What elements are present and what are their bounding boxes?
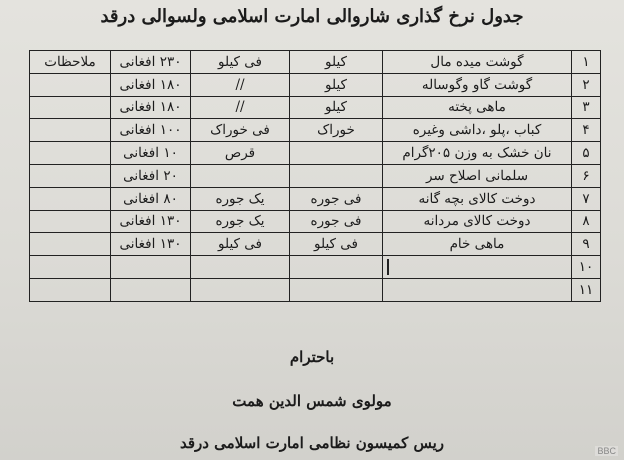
item-name: گوشت گاو وگوساله <box>383 73 572 96</box>
table-row <box>30 51 601 74</box>
price-cell: ۲۳۰ افغانی <box>111 51 191 74</box>
unit-cell: فی جوره <box>290 210 383 233</box>
unit-cell <box>290 278 383 301</box>
text-cursor <box>387 259 389 275</box>
signer-title: ریس کمیسون نظامی امارت اسلامی درقد <box>179 434 445 452</box>
per-unit-cell: فی خوراک <box>191 119 290 142</box>
unit-cell <box>290 256 383 279</box>
row-number: ۵ <box>572 142 601 165</box>
document-title: جدول نرخ گذاری شاروالی امارت اسلامی ولسوالی درقد <box>100 6 524 27</box>
row-number: ۹ <box>572 233 601 256</box>
unit-cell: فی کیلو <box>290 233 383 256</box>
price-cell: ۸۰ افغانی <box>111 187 191 210</box>
row-number: ۱۰ <box>572 256 601 279</box>
table-row <box>30 210 601 233</box>
table-row <box>30 164 601 187</box>
unit-cell: خوراک <box>290 119 383 142</box>
notes-cell <box>30 187 111 210</box>
price-cell: ۱۳۰ افغانی <box>111 210 191 233</box>
table-row <box>30 73 601 96</box>
per-unit-cell: یک جوره <box>191 187 290 210</box>
item-name: ماهی خام <box>383 233 572 256</box>
notes-cell <box>30 119 111 142</box>
price-cell <box>111 256 191 279</box>
unit-cell <box>290 142 383 165</box>
notes-cell <box>30 233 111 256</box>
notes-cell <box>30 210 111 233</box>
table-row <box>30 233 601 256</box>
row-number: ۱۱ <box>572 278 601 301</box>
notes-cell <box>30 96 111 119</box>
unit-cell <box>290 164 383 187</box>
row-number: ۶ <box>572 164 601 187</box>
unit-cell: فی جوره <box>290 187 383 210</box>
table-row <box>30 256 601 279</box>
price-cell: ۱۰۰ افغانی <box>111 119 191 142</box>
per-unit-cell: // <box>191 96 290 119</box>
closing-text: باحترام <box>289 348 335 366</box>
price-cell: ۱۳۰ افغانی <box>111 233 191 256</box>
row-number: ۲ <box>572 73 601 96</box>
notes-cell <box>30 142 111 165</box>
table-row <box>30 278 601 301</box>
item-name: سلمانی اصلاح سر <box>383 164 572 187</box>
notes-cell <box>30 278 111 301</box>
price-table <box>29 50 601 302</box>
unit-cell: کیلو <box>290 51 383 74</box>
item-name: ماهی پخته <box>383 96 572 119</box>
per-unit-cell: فی کیلو <box>191 233 290 256</box>
per-unit-cell: // <box>191 73 290 96</box>
per-unit-cell <box>191 278 290 301</box>
row-number: ۸ <box>572 210 601 233</box>
item-name: نان خشک به وزن ۲۰۵گرام <box>383 142 572 165</box>
item-name <box>383 256 572 279</box>
table-row <box>30 96 601 119</box>
notes-cell <box>30 164 111 187</box>
item-name: گوشت میده مال <box>383 51 572 74</box>
row-number: ۳ <box>572 96 601 119</box>
notes-cell <box>30 73 111 96</box>
notes-cell: ملاحظات <box>30 51 111 74</box>
row-number: ۱ <box>572 51 601 74</box>
per-unit-cell <box>191 256 290 279</box>
table-row <box>30 142 601 165</box>
row-number: ۷ <box>572 187 601 210</box>
unit-cell: کیلو <box>290 73 383 96</box>
row-number: ۴ <box>572 119 601 142</box>
item-name: دوخت کالای مردانه <box>383 210 572 233</box>
per-unit-cell: قرص <box>191 142 290 165</box>
per-unit-cell <box>191 164 290 187</box>
per-unit-cell: یک جوره <box>191 210 290 233</box>
price-cell: ۱۰ افغانی <box>111 142 191 165</box>
bbc-watermark: BBC <box>597 446 616 456</box>
price-cell: ۱۸۰ افغانی <box>111 73 191 96</box>
price-cell <box>111 278 191 301</box>
table-row <box>30 119 601 142</box>
item-name: کباب ،پلو ،داشی وغیره <box>383 119 572 142</box>
item-name <box>383 278 572 301</box>
per-unit-cell: فی کیلو <box>191 51 290 74</box>
table-row <box>30 187 601 210</box>
price-cell: ۲۰ افغانی <box>111 164 191 187</box>
item-name: دوخت کالای بچه گانه <box>383 187 572 210</box>
notes-cell <box>30 256 111 279</box>
price-cell: ۱۸۰ افغانی <box>111 96 191 119</box>
unit-cell: کیلو <box>290 96 383 119</box>
signer-name: مولوی شمس الدین همت <box>232 392 392 410</box>
